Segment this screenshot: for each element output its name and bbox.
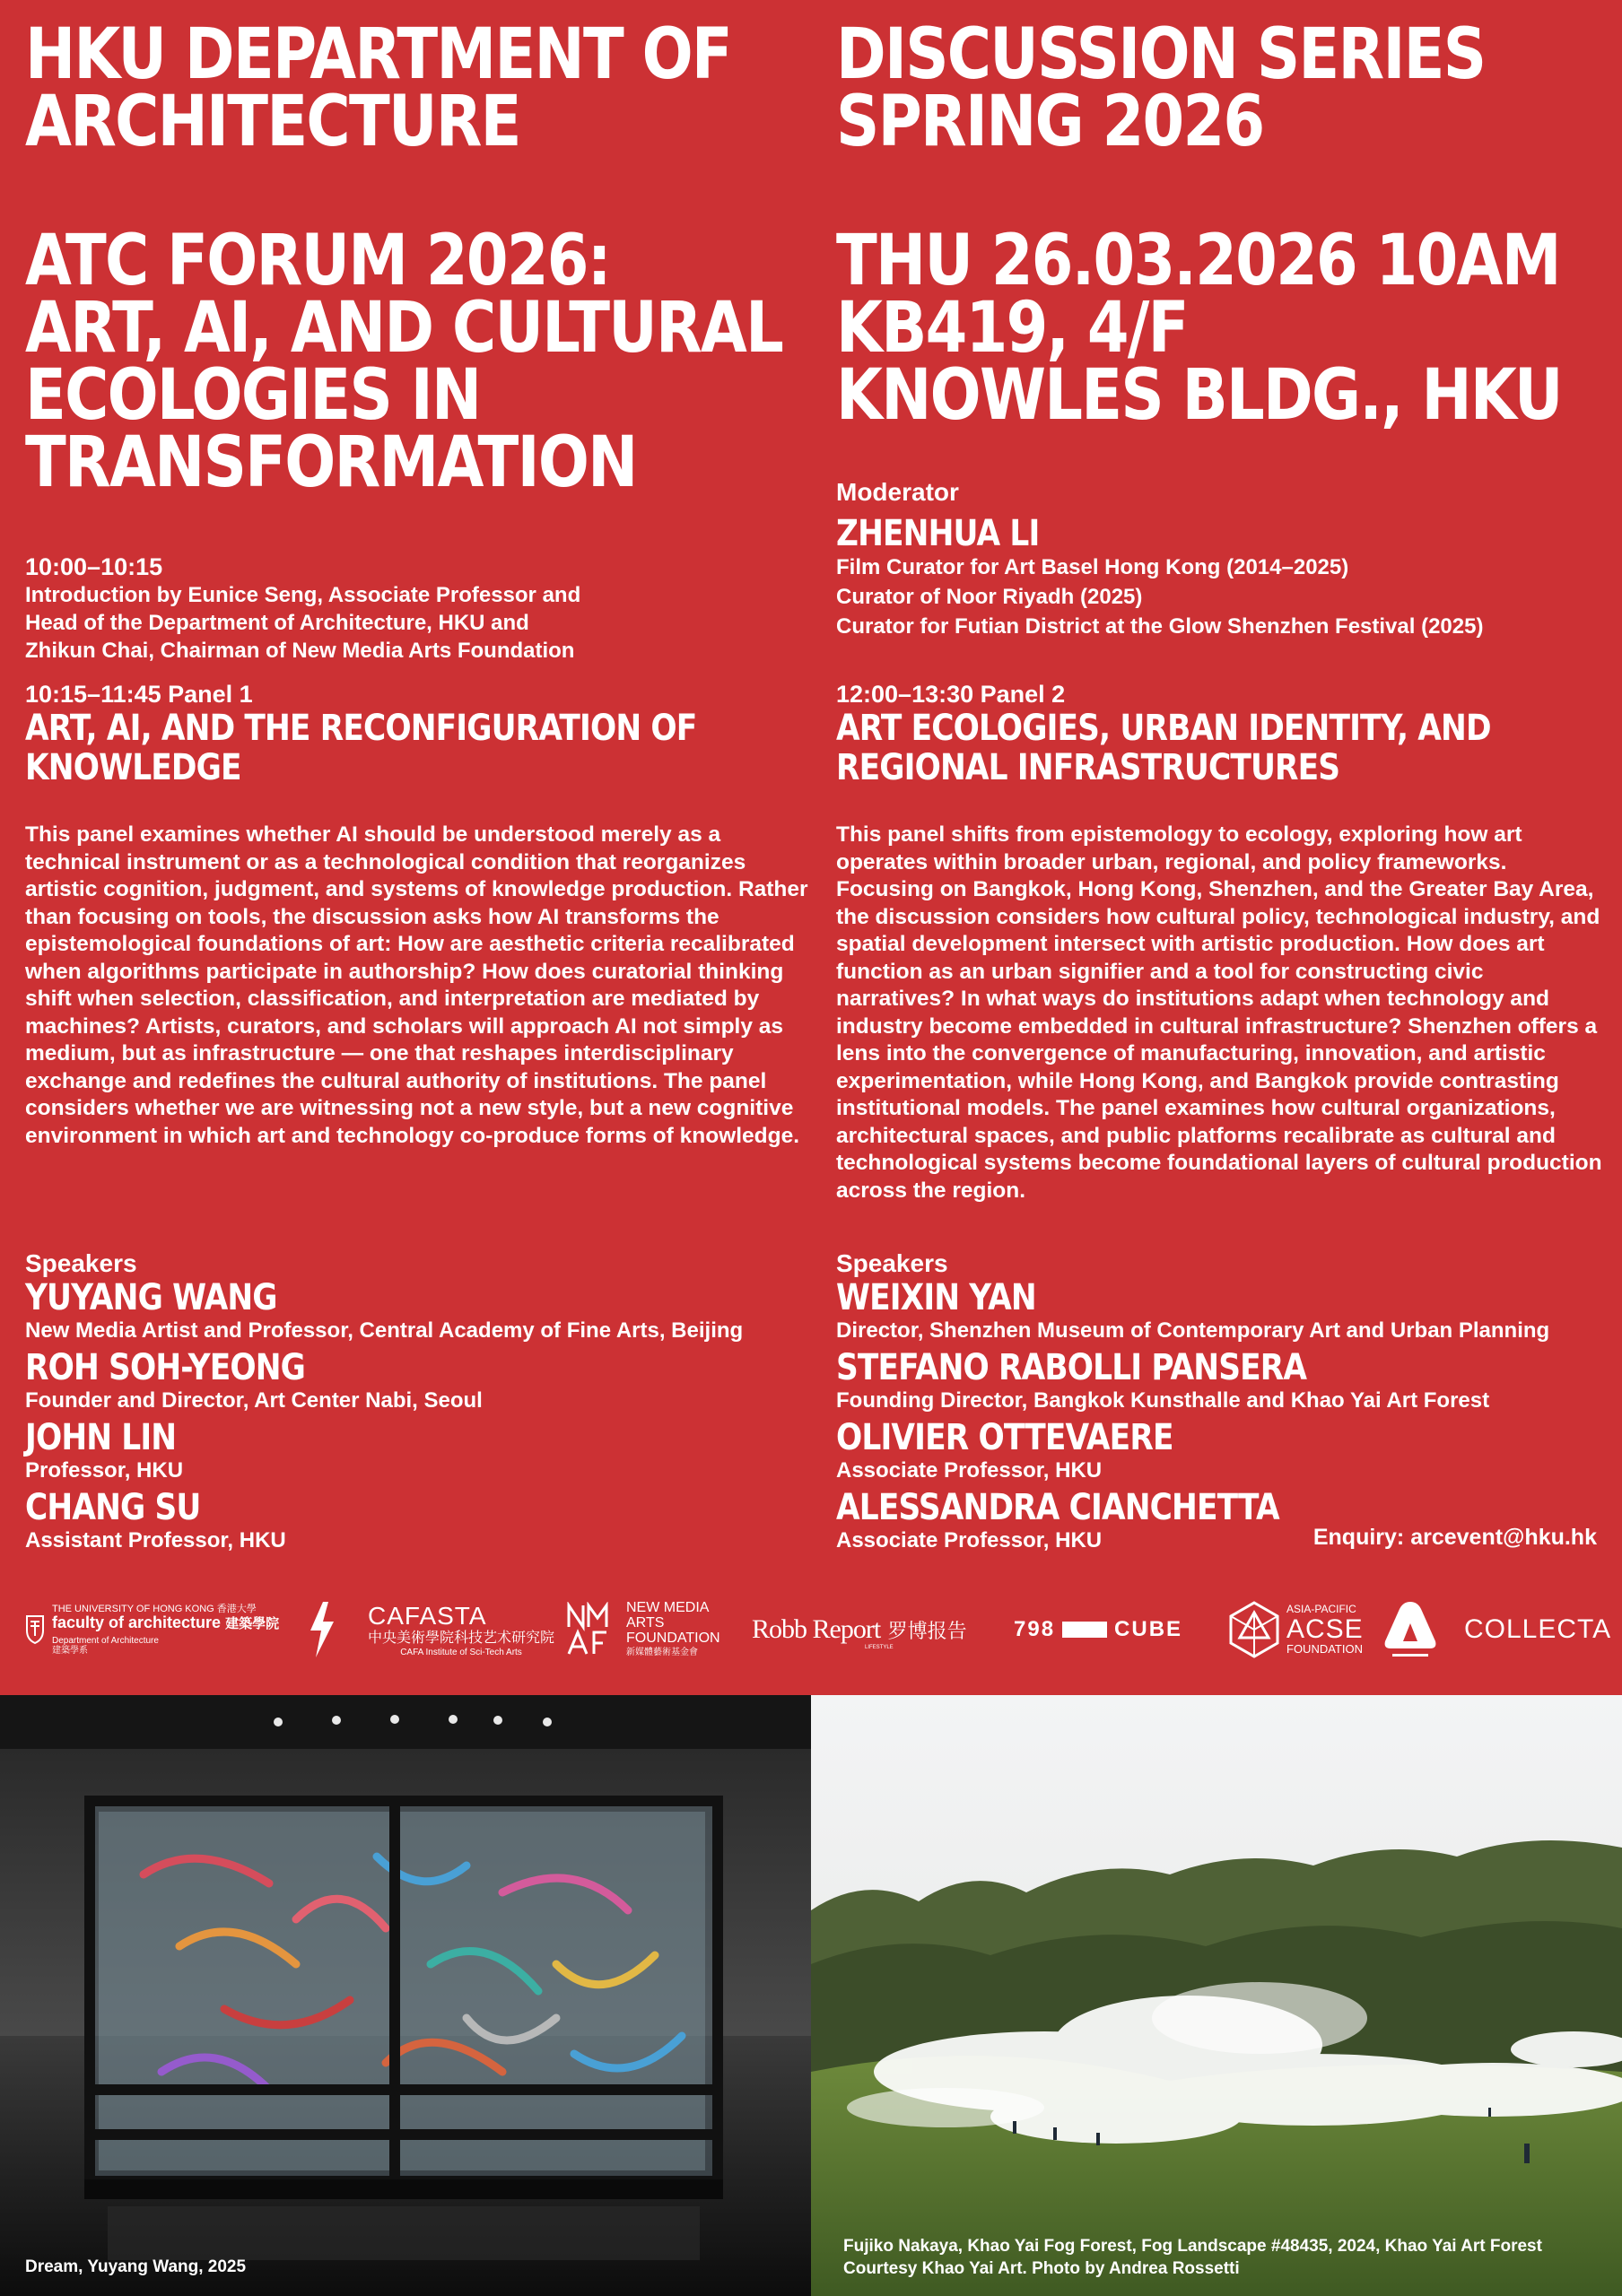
speaker-item xyxy=(836,1278,1608,1344)
sponsor-logos xyxy=(0,1589,1622,1670)
event-title xyxy=(25,221,813,503)
a-mark-icon xyxy=(1382,1598,1439,1661)
nmaf-cn: 新媒體藝術基金會 xyxy=(626,1648,698,1658)
collecta-logo xyxy=(1464,1589,1611,1670)
hku-name-cn: 香港大學 xyxy=(216,1604,257,1615)
panel2-speakers xyxy=(836,1250,1608,1558)
speaker-item xyxy=(25,1488,815,1554)
speaker-item xyxy=(25,1278,815,1344)
intro-time: 10:00–10:15 xyxy=(25,553,163,580)
speaker-item xyxy=(25,1418,815,1484)
department-name-en: Department of Architecture xyxy=(52,1635,159,1646)
nmaf-line: ARTS xyxy=(626,1614,665,1631)
panel1-title xyxy=(25,709,813,787)
speaker-role: New Media Artist and Professor, Central Academy of Fine Arts, Beijing xyxy=(25,1318,744,1343)
panel1-time: 10:15–11:45 Panel 1 xyxy=(25,681,253,708)
moderator-role: Film Curator for Art Basel Hong Kong (2014–2025) xyxy=(836,554,1349,579)
installation-image xyxy=(0,1695,811,2296)
hku-architecture-logo xyxy=(25,1589,279,1670)
panel2-block xyxy=(836,682,1608,787)
acse-logo xyxy=(1227,1589,1364,1670)
speaker-name: JOHN LIN xyxy=(25,1416,177,1458)
speaker-name: ROH SOH-YEONG xyxy=(25,1346,306,1388)
fog-landscape-image xyxy=(811,1695,1622,2296)
event-title-line: ECOLOGIES IN xyxy=(25,354,481,436)
panel2-description: This panel shifts from epistemology to ecology, exploring how art operates within broader urban, regional, and policy frameworks. Focusing on Bangkok, Hong Kong, Shenzhen, and the Greater Bay Area, the discussion considers how cultural policy, technological industry, and spatial development intersect with artistic production. How does art function as an urban signifier and a tool for constructing civic narratives? In what ways do institutions adapt when technology and industry become embedded in cultural infrastructure? Shenzhen offers a lens into the convergence of manufacturing, innovation, and artistic experimentation, while Hong Kong, and Bangkok provide contrasting institutional models. The panel examines how cultural organizations, architectural spaces, and public platforms recalibrate as cultural and technological systems become foundational layers of cultural production across the region. xyxy=(836,822,1602,1203)
robb-report-logo xyxy=(752,1589,967,1670)
cafasta-sub: CAFA Institute of Sci-Tech Arts xyxy=(400,1647,522,1657)
speakers-label: Speakers xyxy=(25,1249,137,1277)
event-title-line: TRANSFORMATION xyxy=(25,422,637,503)
speaker-name: WEIXIN YAN xyxy=(836,1276,1036,1318)
event-room: KB419, 4/F xyxy=(836,287,1188,369)
moderator-role: Curator for Futian District at the Glow Shenzhen Festival (2025) xyxy=(836,613,1484,639)
collecta-name: COLLECTA xyxy=(1464,1614,1612,1644)
panel1-block xyxy=(25,682,815,787)
acse-name: ACSE xyxy=(1286,1613,1364,1644)
cafasta-logo xyxy=(368,1589,554,1670)
intro-line: Head of the Department of Architecture, HKU and xyxy=(25,610,529,635)
speaker-role: Director, Shenzhen Museum of Contemporary Art and Urban Planning xyxy=(836,1318,1550,1343)
event-title-line: ATC FORUM 2026: xyxy=(25,221,610,301)
speaker-item xyxy=(836,1348,1608,1414)
acse-top: ASIA-PACIFIC xyxy=(1286,1603,1356,1616)
speaker-role: Professor, HKU xyxy=(25,1457,184,1483)
caption-line: Fujiko Nakaya, Khao Yai Fog Forest, Fog Landscape #48435, 2024, Khao Yai Art Forest xyxy=(843,2237,1542,2256)
moderator-role: Curator of Noor Riyadh (2025) xyxy=(836,584,1143,609)
event-title-line: ART, AI, AND CULTURAL xyxy=(25,287,783,369)
hku-crest-icon xyxy=(25,1614,45,1645)
panel1-title-line: ART, AI, AND THE RECONFIGURATION OF xyxy=(25,707,697,749)
speaker-item xyxy=(836,1418,1608,1484)
moderator-name: ZHENHUA LI xyxy=(836,512,1040,554)
798-cube-logo xyxy=(1014,1589,1182,1670)
intro-line: Introduction by Eunice Seng, Associate Professor and xyxy=(25,582,581,607)
panel2-time: 12:00–13:30 Panel 2 xyxy=(836,681,1066,708)
acse-hexagon-icon xyxy=(1227,1600,1281,1659)
nmaf-line: NEW MEDIA xyxy=(626,1600,710,1616)
robb-cn: 罗博报告 xyxy=(887,1620,967,1642)
speaker-role: Associate Professor, HKU xyxy=(836,1457,1103,1483)
nmaf-line: FOUNDATION xyxy=(626,1630,720,1646)
fog-landscape-caption xyxy=(843,2235,1542,2280)
department-name-cn: 建築學系 xyxy=(52,1645,88,1656)
cube-bar-icon xyxy=(1062,1622,1107,1638)
moderator-block xyxy=(836,479,1608,640)
a-mark-logo xyxy=(1382,1589,1439,1670)
speakers-label: Speakers xyxy=(836,1249,948,1277)
panel1-speakers xyxy=(25,1250,815,1558)
panel2-title-line: REGIONAL INFRASTRUCTURES xyxy=(836,746,1340,788)
hku-name-en: THE UNIVERSITY OF HONG KONG xyxy=(52,1604,214,1615)
event-info xyxy=(836,221,1606,436)
faculty-name-cn: 建築學院 xyxy=(225,1616,280,1632)
installation-photo xyxy=(0,1695,811,2296)
faculty-name-en: faculty of architecture xyxy=(52,1613,222,1632)
cube-number: 798 xyxy=(1014,1617,1056,1641)
speaker-name: OLIVIER OTTEVAERE xyxy=(836,1416,1173,1458)
nmaf-mark-icon xyxy=(565,1602,621,1657)
intro-line: Zhikun Chai, Chairman of New Media Arts Foundation xyxy=(25,638,575,663)
robb-sub: LIFESTYLE xyxy=(865,1645,894,1650)
nmaf-logo xyxy=(565,1589,720,1670)
cafasta-name: CAFASTA xyxy=(368,1601,487,1630)
event-building: KNOWLES BLDG., HKU xyxy=(836,354,1562,436)
panel1-description: This panel examines whether AI should be understood merely as a technical instrument or as a technological condition that reorganizes artistic cognition, judgment, and systems of knowledge production. Rather than focusing on tools, the discussion asks how AI transforms the epistemological foundations of art: How are aesthetic criteria recalibrated when algorithms participate in authorship? How does curatorial thinking shift when selection, classification, and interpretation are mediated by machines? Artists, curators, and scholars will approach AI not simply as medium, but as infrastructure — one that reshapes interdisciplinary exchange and redefines the cultural authority of institutions. The panel considers whether we are witnessing not a new style, but a new cognitive environment in which art and technology co-produce forms of knowledge. xyxy=(25,822,808,1148)
acse-bottom: FOUNDATION xyxy=(1286,1642,1363,1657)
enquiry-email[interactable]: Enquiry: arcevent@hku.hk xyxy=(1312,1525,1597,1550)
moderator-label: Moderator xyxy=(836,478,959,506)
cube-word: CUBE xyxy=(1114,1617,1183,1641)
event-datetime: THU 26.03.2026 10AM xyxy=(836,221,1560,301)
speaker-role: Assistant Professor, HKU xyxy=(25,1527,286,1552)
caption-line: Courtesy Khao Yai Art. Photo by Andrea Rossetti xyxy=(843,2259,1240,2278)
series-title: DISCUSSION SERIES SPRING 2026 xyxy=(836,14,1486,162)
speaker-name: ALESSANDRA CIANCHETTA xyxy=(836,1486,1279,1528)
lightning-icon xyxy=(303,1600,339,1659)
cafasta-cn: 中央美術學院科技艺术研究院 xyxy=(368,1631,555,1647)
lightning-mark-logo xyxy=(303,1589,339,1670)
speaker-item xyxy=(25,1348,815,1414)
panel2-title-line: ART ECOLOGIES, URBAN IDENTITY, AND xyxy=(836,707,1491,749)
panel2-title xyxy=(836,709,1606,787)
fog-landscape-photo xyxy=(811,1695,1622,2296)
speaker-role: Founder and Director, Art Center Nabi, Seoul xyxy=(25,1387,483,1413)
robb-name: Robb Report xyxy=(752,1614,881,1644)
speaker-role: Founding Director, Bangkok Kunsthalle and Khao Yai Art Forest xyxy=(836,1387,1490,1413)
speaker-role: Associate Professor, HKU xyxy=(836,1527,1103,1552)
speaker-name: YUYANG WANG xyxy=(25,1276,277,1318)
panel1-title-line: KNOWLEDGE xyxy=(25,746,241,788)
intro-block xyxy=(25,554,815,665)
installation-caption: Dream, Yuyang Wang, 2025 xyxy=(25,2257,247,2276)
speaker-name: STEFANO RABOLLI PANSERA xyxy=(836,1346,1307,1388)
department-title: HKU DEPARTMENT OF ARCHITECTURE xyxy=(25,14,732,162)
speaker-name: CHANG SU xyxy=(25,1486,201,1528)
